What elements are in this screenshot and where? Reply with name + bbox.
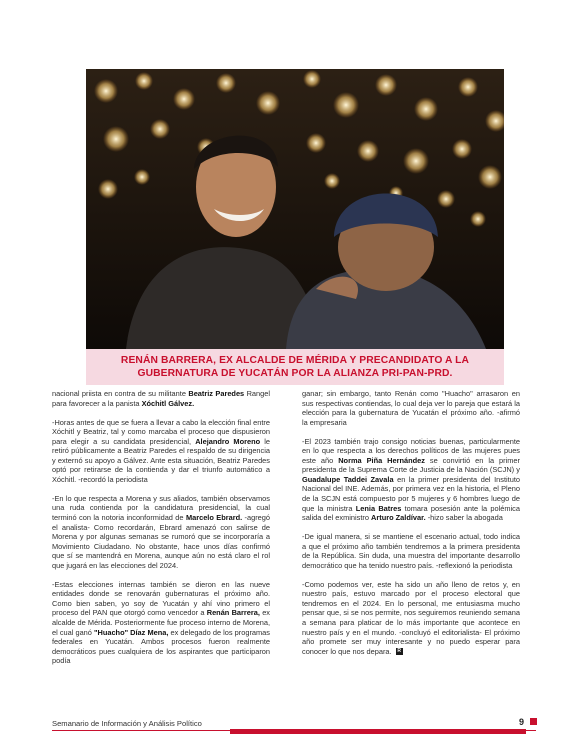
- article-column-left: [52, 389, 270, 675]
- paragraph: [302, 580, 520, 656]
- caption-text: RENÁN BARRERA, EX ALCALDE DE MÉRIDA Y PRECANDIDATO A LA GUBERNATURA DE YUCATÁN POR LA ALIANZA PRI-PAN-PRD.: [120, 355, 470, 379]
- bold-name: Arturo Zaldívar.: [371, 513, 426, 523]
- text-run: se convirtió en la primer presidenta de la Suprema Corte de Justicia de la Nación (SCJN) y: [302, 455, 520, 475]
- text-run: le retiró públicamente a Beatriz Paredes el respaldo de su dirigencia y externó su apoyo a Gálvez. Ante esta situación, Beatriz Paredes optó por retirarse de la contienda y dar el triunfo automático a Xóchitl. -recordó la periodista: [52, 436, 271, 484]
- bold-name: Renán Barrera,: [206, 608, 260, 618]
- paragraph: [52, 389, 270, 408]
- page-number-square: [530, 718, 537, 725]
- footer-publication-name: Semanario de Información y Análisis Político: [52, 719, 202, 728]
- bold-name: Marcelo Ebrard.: [185, 513, 243, 523]
- text-run: nacional priista en contra de su militante: [52, 389, 189, 398]
- text-run: en la primer presidenta del Instituto Nacional del INE. Además, por primera vez en la historia, el Pleno de la SCJN está compuesto por 5 mujeres y 6 hombres luego de que la ministra: [302, 474, 520, 513]
- text-run: ex alcalde de Mérida. Posteriormente fue proceso interno de Morena, el cual ganó: [52, 608, 270, 637]
- text-run: ex delegado de los programas federales en Yucatán. Ambos procesos fueron realmente democráticos pues cualquiera de los aspirantes que participaron podía: [52, 627, 270, 666]
- text-run: -En lo que respecta a Morena y sus aliados, también observamos una ruda contienda por la candidatura presidencial, la cual terminó con la notoria inconformidad de: [52, 493, 270, 523]
- paragraph: [52, 418, 270, 485]
- bold-name: Norma Piña Hernández: [338, 455, 425, 465]
- text-run: -Como podemos ver, este ha sido un año lleno de retos y, en nuestro país, estuvo marcado por el proceso electoral que tendremos en el 2024. En lo personal, me entusiasma mucho pensar que, si se nos permite, nos seguiremos reuniendo semana a semana para platicar de lo más importante que acontece en nuestro país y en el mundo. -concluyó el editorialista- El próximo año promete ser muy interesante y no puedo esperar para conocer lo que nos depara.: [302, 579, 520, 656]
- text-run: -Horas antes de que se fuera a llevar a cabo la elección final entre Xóchitl y Beatriz, tal y como marcaba el proceso que dispusieron para elegir a su candidata presidencial,: [52, 417, 270, 446]
- bold-name: Guadalupe Taddei Zavala: [302, 474, 394, 484]
- paragraph: [52, 494, 270, 570]
- bold-name: Lenia Batres: [355, 503, 402, 513]
- page-number: 9: [519, 717, 525, 727]
- paragraph: [302, 532, 520, 570]
- bold-name: "Huacho" Díaz Mena,: [93, 627, 169, 637]
- photo-illustration: [86, 69, 504, 349]
- text-run: -El 2023 también trajo consigo noticias buenas, particularmente en lo que respecta a los derechos políticos de las mujeres pues este año: [302, 436, 520, 465]
- bold-name: Beatriz Paredes: [188, 389, 245, 398]
- text-run: -hizo saber la abogada: [425, 513, 503, 523]
- photo-caption: [86, 349, 504, 385]
- text-run: ganar; sin embargo, tanto Renán como "Huacho" arrasaron en sus respectivas contiendas, lo cual deja ver lo pareja que estará la elección para la gubernatura de Yucatán el próximo año. -afirmó la empresaria: [302, 389, 520, 427]
- text-run: -De igual manera, si se mantiene el escenario actual, todo indica a que el próximo año también tendremos a la primera presidenta de la República. Sin duda, una muestra del importante desarrollo democrático que ha tenido nuestro país. -reflexionó la periodista: [302, 532, 520, 570]
- text-run: Rangel para favorecer a la panista: [52, 389, 270, 408]
- end-of-article-mark: R: [397, 648, 401, 655]
- text-run: -Estas elecciones internas también se dieron en las nueve entidades donde se renovarán gubernaturas el próximo año. Como bien saben, yo soy de Yucatán y ahí vino primero el proceso del PAN que otorgó como vencedor a: [52, 579, 270, 618]
- text-run: tomara posesión ante la polémica salida del exministro: [302, 503, 520, 523]
- paragraph: [302, 389, 520, 427]
- text-run: -agregó el analista- Como recordarán, Ebrard amenazó con salirse de Morena y por algunas semanas se rumoró que se incorporaría a Movimiento Ciudadano. No obstante, hace unos días confirmó que sí se mantendrá en Morena, aunque aún no está claro el rol que jugará en las elecciones del 2024.: [52, 513, 271, 570]
- article-column-right: [302, 389, 520, 666]
- article-photo: [86, 69, 504, 349]
- paragraph: [52, 580, 270, 666]
- bold-name: Xóchitl Gálvez.: [141, 398, 195, 408]
- paragraph-text: [302, 580, 520, 656]
- paragraph: [302, 437, 520, 523]
- bold-name: Alejandro Moreno: [195, 436, 261, 446]
- footer-accent-bar: [230, 729, 526, 734]
